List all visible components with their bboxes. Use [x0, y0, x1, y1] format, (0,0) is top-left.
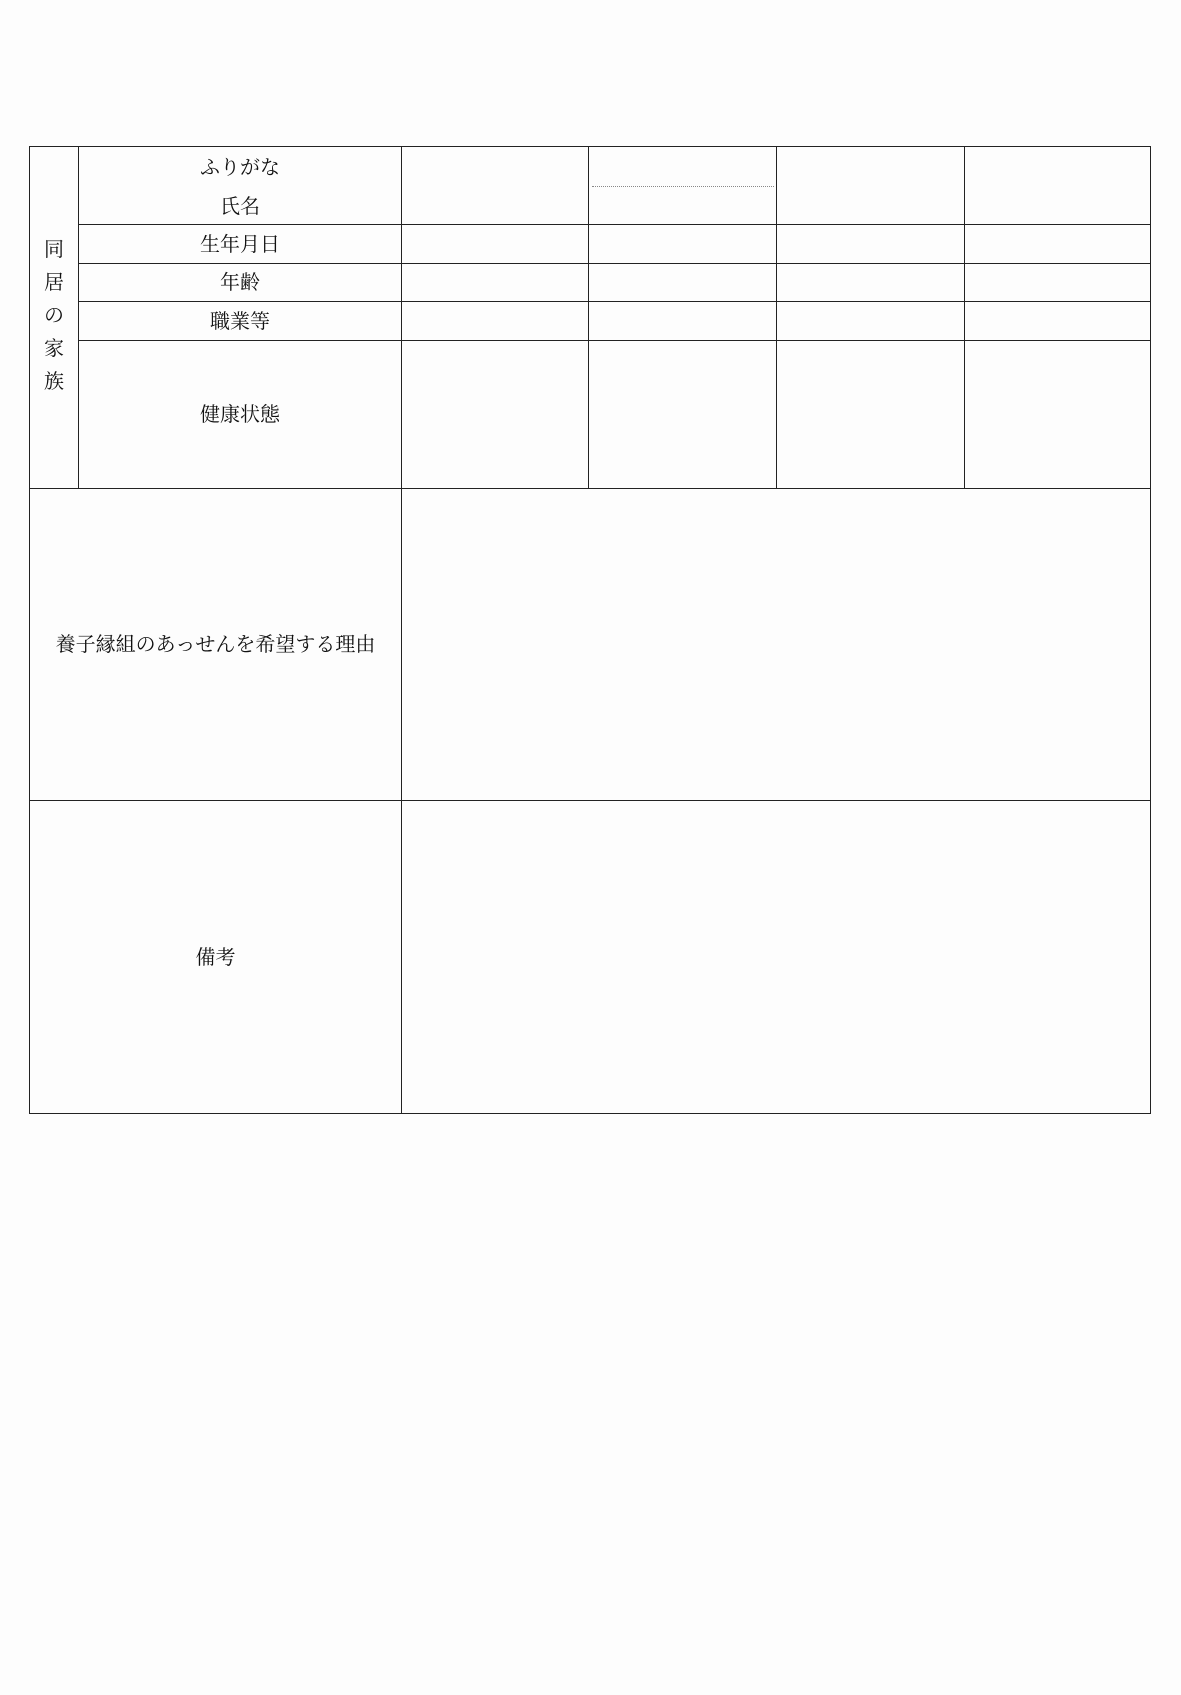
- occupation-label: 職業等: [210, 309, 270, 333]
- member-3-occupation-cell[interactable]: [777, 302, 964, 340]
- member-1-age-cell[interactable]: [402, 264, 588, 301]
- member-1-name-cell[interactable]: [402, 147, 588, 224]
- member-4-occupation-cell[interactable]: [965, 302, 1150, 340]
- member-2-birthdate-cell[interactable]: [589, 225, 776, 263]
- member-2-occupation-cell[interactable]: [589, 302, 776, 340]
- name-label: 氏名: [220, 194, 260, 218]
- member-2-name-cell[interactable]: [589, 187, 776, 224]
- age-label: 年齢: [220, 270, 260, 294]
- member-2-age-cell[interactable]: [589, 264, 776, 301]
- family-title-char: の: [44, 303, 64, 327]
- member-1-occupation-cell[interactable]: [402, 302, 588, 340]
- remarks-label: 備考: [195, 945, 236, 969]
- member-3-name-cell[interactable]: [777, 147, 964, 224]
- family-section-title: [30, 233, 78, 398]
- member-1-health-cell[interactable]: [402, 341, 588, 488]
- member-4-age-cell[interactable]: [965, 264, 1150, 301]
- member-3-health-cell[interactable]: [777, 341, 964, 488]
- member-2-health-cell[interactable]: [589, 341, 776, 488]
- family-title-char: 同: [44, 237, 64, 261]
- member-2-furigana-cell[interactable]: [589, 147, 776, 186]
- remarks-field[interactable]: [402, 801, 1150, 1113]
- member-3-birthdate-cell[interactable]: [777, 225, 964, 263]
- family-title-char: 家: [44, 336, 64, 360]
- family-title-char: 居: [44, 270, 64, 294]
- member-1-birthdate-cell[interactable]: [402, 225, 588, 263]
- reason-label: 養子縁組のあっせんを希望する理由: [55, 632, 376, 656]
- member-3-age-cell[interactable]: [777, 264, 964, 301]
- member-4-name-cell[interactable]: [965, 147, 1150, 224]
- birthdate-label: 生年月日: [200, 232, 280, 256]
- health-label: 健康状態: [200, 402, 280, 426]
- adoption-application-form: [29, 146, 1151, 1114]
- member-4-birthdate-cell[interactable]: [965, 225, 1150, 263]
- member-4-health-cell[interactable]: [965, 341, 1150, 488]
- furigana-label: ふりがな: [200, 155, 280, 179]
- reason-field[interactable]: [402, 489, 1150, 800]
- family-title-char: 族: [44, 369, 64, 393]
